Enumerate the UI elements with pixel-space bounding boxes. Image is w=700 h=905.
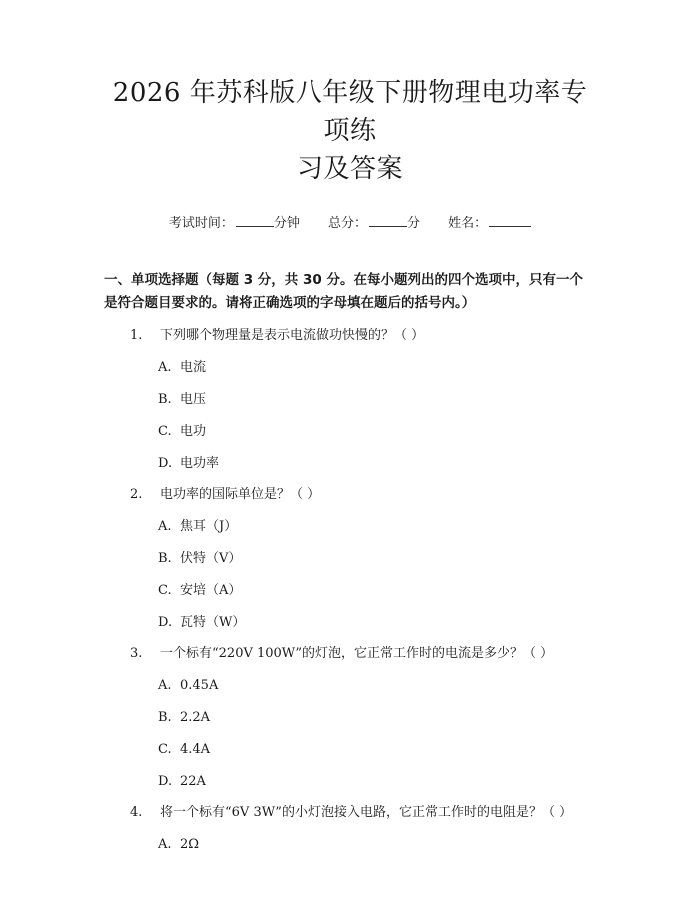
total-score [328,212,420,231]
option-item [104,772,596,792]
option-text: 电功率 [180,456,220,471]
title-line-1: 2026 年苏科版八年级下册物理电功率专项练 [112,78,588,146]
option-text: 伏特（V） [180,551,242,566]
option-letter: B. [158,392,172,407]
option-item [104,358,596,378]
question-item [104,485,596,505]
question-stem: 将一个标有“6V 3W”的小灯泡接入电路，它正常工作时的电阻是？（ ） [160,805,573,820]
option-item [104,613,596,633]
document-title [104,74,596,188]
question-item [104,326,596,346]
option-list [104,835,596,855]
exam-time-blank [236,216,274,227]
question-number: 2. [130,487,143,502]
option-letter: B. [158,551,172,566]
total-score-blank [369,216,407,227]
option-list [104,676,596,792]
option-letter: A. [158,837,172,852]
option-item [104,549,596,569]
option-item [104,422,596,442]
question-stem: 下列哪个物理量是表示电流做功快慢的？（ ） [160,328,425,343]
question-number: 3. [130,646,143,661]
option-item [104,740,596,760]
total-score-unit: 分 [407,216,421,231]
option-item [104,517,596,537]
student-name-label: 姓名： [448,216,488,231]
option-text: 电流 [180,360,207,375]
question-stem: 一个标有“220V 100W”的灯泡，它正常工作时的电流是多少？（ ） [160,646,554,661]
option-item [104,676,596,696]
option-text: 2Ω [180,837,200,852]
option-text: 瓦特（W） [180,615,246,630]
option-letter: B. [158,710,172,725]
exam-meta [104,212,596,231]
option-letter: D. [158,774,173,789]
option-letter: A. [158,519,172,534]
option-text: 4.4A [180,742,211,757]
student-name-blank [489,216,531,227]
option-letter: C. [158,583,172,598]
option-list [104,358,596,474]
section-heading: 一、单项选择题（每题 3 分，共 30 分。在每小题列出的四个选项中，只有一个是符合题目要求的。请将正确选项的字母填在题后的括号内。） [104,272,583,311]
question-item [104,803,596,823]
option-item [104,581,596,601]
question-item [104,644,596,664]
exam-time-label: 考试时间： [168,216,234,231]
question-number: 4. [130,805,143,820]
question-number: 1. [130,328,143,343]
option-item [104,708,596,728]
student-name [448,212,531,231]
option-item [104,454,596,474]
option-text: 0.45A [180,678,219,693]
option-text: 安培（A） [180,583,242,598]
option-letter: C. [158,424,172,439]
option-letter: D. [158,615,173,630]
option-list [104,517,596,633]
option-text: 电功 [180,424,207,439]
option-text: 22A [180,774,206,789]
option-item [104,390,596,410]
question-list [104,326,596,855]
option-letter: A. [158,678,172,693]
option-letter: C. [158,742,172,757]
option-letter: D. [158,456,173,471]
total-score-label: 总分： [327,216,367,231]
option-text: 电压 [180,392,207,407]
option-letter: A. [158,360,172,375]
exam-time-unit: 分钟 [273,216,300,231]
title-line-2: 习及答案 [296,154,403,184]
option-text: 焦耳（J） [180,519,238,534]
option-text: 2.2A [180,710,211,725]
option-item [104,835,596,855]
exam-time [169,212,300,231]
question-stem: 电功率的国际单位是？（ ） [160,487,321,502]
